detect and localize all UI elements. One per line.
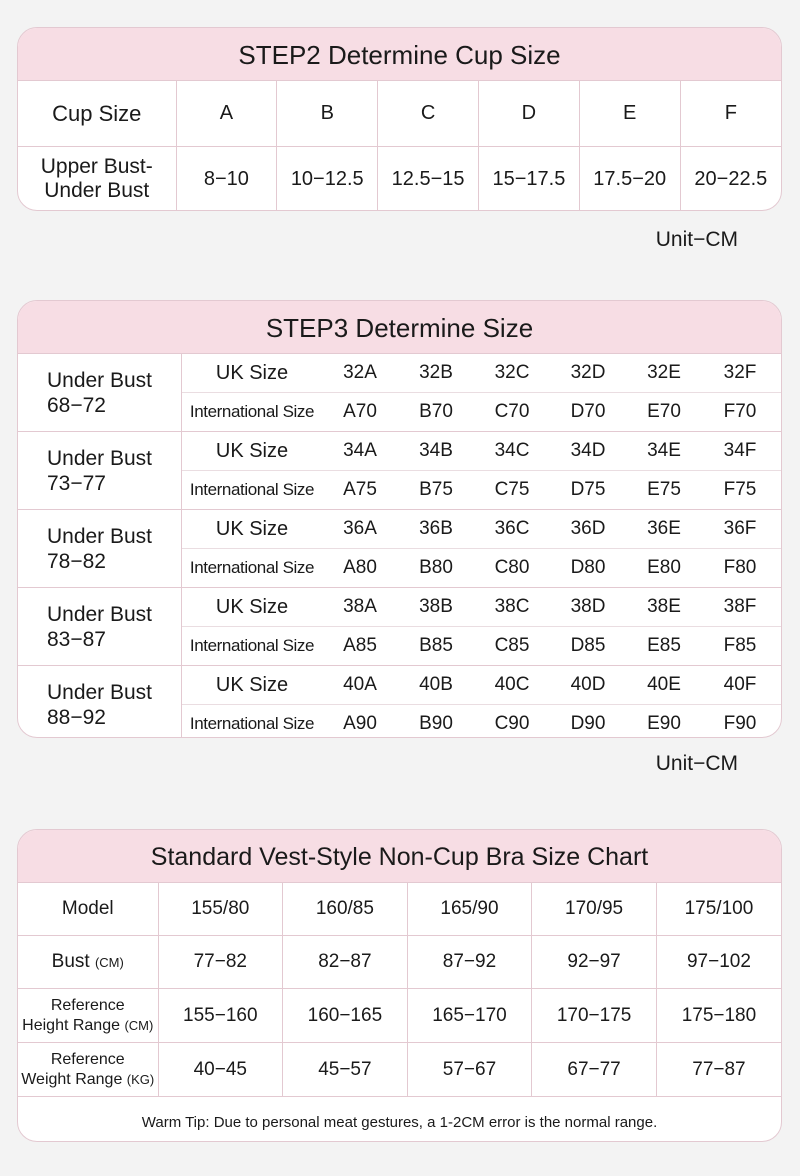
- bust-difference-label: Upper Bust- Under Bust: [18, 147, 176, 212]
- vest-row-unit: (KG): [126, 1071, 155, 1087]
- vest-row: [18, 1043, 781, 1097]
- international-size-value: D85: [570, 635, 606, 656]
- under-bust-group: [18, 510, 781, 588]
- size-rows: [182, 354, 781, 431]
- warm-tip: Warm Tip: Due to personal meat gestures, a 1-2CM error is the normal range.: [141, 1113, 658, 1131]
- size-card: [17, 300, 782, 738]
- cup-size-table: [18, 81, 781, 211]
- range-cell: 8−10: [176, 147, 277, 212]
- vest-value: 165−170: [407, 989, 532, 1043]
- international-size-value: C85: [494, 635, 530, 656]
- uk-size-row: [182, 432, 781, 471]
- uk-size-value: 32B: [419, 362, 453, 383]
- cup-letter: D: [478, 81, 579, 147]
- international-size-row: [182, 627, 781, 665]
- uk-size-label: UK Size: [215, 439, 289, 462]
- size-groups: [18, 354, 781, 738]
- under-bust-label: Under Bust 83−87: [18, 588, 182, 665]
- vest-row-label: [18, 936, 158, 989]
- uk-size-value: 32C: [494, 362, 530, 383]
- international-size-value: B80: [419, 557, 453, 578]
- under-bust-label: Under Bust 68−72: [18, 354, 182, 431]
- uk-size-value: 40F: [723, 674, 757, 695]
- vest-value: 40−45: [158, 1043, 283, 1097]
- international-size-value: C90: [494, 713, 530, 734]
- international-size-value: B85: [419, 635, 453, 656]
- international-size-value: F70: [723, 401, 757, 422]
- international-size-value: E85: [647, 635, 681, 656]
- vest-chart-table: [18, 883, 781, 1142]
- uk-size-value: 38F: [723, 596, 757, 617]
- uk-size-value: 36B: [419, 518, 453, 539]
- international-size-row: [182, 705, 781, 738]
- international-size-label: International Size: [189, 714, 315, 733]
- size-rows: [182, 588, 781, 665]
- uk-size-value: 34C: [494, 440, 530, 461]
- international-size-value: B90: [419, 713, 453, 734]
- international-size-value: A70: [343, 401, 377, 422]
- cup-size-card: [17, 27, 782, 211]
- uk-size-value: 34E: [647, 440, 681, 461]
- cup-letter: C: [378, 81, 479, 147]
- international-size-value: B70: [419, 401, 453, 422]
- under-bust-group: [18, 588, 781, 666]
- vest-row: [18, 883, 781, 936]
- uk-size-value: 34A: [343, 440, 377, 461]
- international-size-value: D90: [570, 713, 606, 734]
- vest-chart-card: [17, 829, 782, 1142]
- uk-size-value: 36A: [343, 518, 377, 539]
- vest-row-label: [18, 1043, 158, 1097]
- uk-size-value: 36E: [647, 518, 681, 539]
- cup-row: [18, 81, 781, 147]
- vest-value: 165/90: [407, 883, 532, 936]
- vest-value: 45−57: [283, 1043, 408, 1097]
- international-size-value: F80: [723, 557, 757, 578]
- cup-letter: E: [579, 81, 680, 147]
- international-size-value: D70: [570, 401, 606, 422]
- uk-size-row: [182, 588, 781, 627]
- international-size-value: E75: [647, 479, 681, 500]
- international-size-value: A85: [343, 635, 377, 656]
- under-bust-label: Under Bust 73−77: [18, 432, 182, 509]
- vest-value: 160−165: [283, 989, 408, 1043]
- international-size-value: A80: [343, 557, 377, 578]
- international-size-value: C75: [494, 479, 530, 500]
- uk-size-value: 32E: [647, 362, 681, 383]
- vest-row-unit: (CM): [124, 1017, 154, 1033]
- international-size-row: [182, 393, 781, 431]
- vest-value: 155−160: [158, 989, 283, 1043]
- vest-value: 170−175: [532, 989, 657, 1043]
- under-bust-group: [18, 354, 781, 432]
- international-size-value: D75: [570, 479, 606, 500]
- vest-row-label-text: Reference Height Range: [22, 996, 125, 1034]
- uk-size-value: 40C: [494, 674, 530, 695]
- unit-label: Unit−CM: [655, 228, 738, 251]
- vest-value: 175−180: [656, 989, 781, 1043]
- range-cell: 20−22.5: [694, 167, 768, 190]
- vest-value: 170/95: [532, 883, 657, 936]
- vest-chart-title: Standard Vest-Style Non-Cup Bra Size Chart: [18, 830, 781, 883]
- cup-size-title: STEP2 Determine Cup Size: [18, 28, 781, 81]
- vest-value: 57−67: [407, 1043, 532, 1097]
- cup-letter: A: [176, 81, 277, 147]
- vest-row-label: [18, 883, 158, 936]
- uk-size-value: 34F: [723, 440, 757, 461]
- uk-size-value: 38B: [419, 596, 453, 617]
- unit-label: Unit−CM: [655, 752, 738, 775]
- under-bust-label: Under Bust 88−92: [18, 666, 182, 738]
- uk-size-value: 38E: [647, 596, 681, 617]
- under-bust-label: Under Bust 78−82: [18, 510, 182, 587]
- vest-value: 97−102: [656, 936, 781, 989]
- international-size-label: International Size: [189, 480, 315, 499]
- size-rows: [182, 432, 781, 509]
- range-cell: 12.5−15: [378, 147, 479, 212]
- vest-value: 87−92: [407, 936, 532, 989]
- vest-value: 175/100: [656, 883, 781, 936]
- uk-size-label: UK Size: [215, 361, 289, 384]
- uk-size-value: 40A: [343, 674, 377, 695]
- international-size-value: C70: [494, 401, 530, 422]
- vest-value: 67−77: [532, 1043, 657, 1097]
- under-bust-group: [18, 666, 781, 738]
- size-rows: [182, 510, 781, 587]
- size-rows: [182, 666, 781, 738]
- vest-row-label-text: Reference Weight Range: [21, 1050, 125, 1088]
- uk-size-row: [182, 666, 781, 705]
- vest-row-label: [18, 989, 158, 1043]
- uk-size-label: UK Size: [215, 517, 289, 540]
- international-size-value: A75: [343, 479, 377, 500]
- uk-size-value: 40D: [570, 674, 606, 695]
- vest-value: 82−87: [283, 936, 408, 989]
- uk-size-value: 32A: [343, 362, 377, 383]
- international-size-value: A90: [343, 713, 377, 734]
- vest-row-label-text: Model: [61, 898, 114, 919]
- international-size-value: F85: [723, 635, 757, 656]
- uk-size-value: 34B: [419, 440, 453, 461]
- uk-size-value: 40B: [419, 674, 453, 695]
- vest-value: 77−82: [158, 936, 283, 989]
- vest-value: 92−97: [532, 936, 657, 989]
- vest-row-label-text: Bust: [51, 950, 90, 972]
- uk-size-value: 36F: [723, 518, 757, 539]
- international-size-value: B75: [419, 479, 453, 500]
- range-row: [18, 147, 781, 212]
- under-bust-group: [18, 432, 781, 510]
- vest-value: 160/85: [283, 883, 408, 936]
- uk-size-value: 36D: [570, 518, 606, 539]
- uk-size-row: [182, 510, 781, 549]
- international-size-label: International Size: [189, 636, 315, 655]
- uk-size-value: 40E: [647, 674, 681, 695]
- international-size-label: International Size: [189, 558, 315, 577]
- international-size-row: [182, 471, 781, 509]
- uk-size-value: 38D: [570, 596, 606, 617]
- uk-size-value: 38A: [343, 596, 377, 617]
- vest-value: 77−87: [656, 1043, 781, 1097]
- uk-size-value: 32D: [570, 362, 606, 383]
- range-cell: 15−17.5: [478, 147, 579, 212]
- uk-size-label: UK Size: [215, 673, 289, 696]
- uk-size-value: 34D: [570, 440, 606, 461]
- cup-size-label: Cup Size: [18, 81, 176, 147]
- range-cell: 10−12.5: [277, 147, 378, 212]
- size-title: STEP3 Determine Size: [18, 301, 781, 354]
- international-size-value: E80: [647, 557, 681, 578]
- international-size-row: [182, 549, 781, 587]
- vest-row: [18, 989, 781, 1043]
- international-size-value: E70: [647, 401, 681, 422]
- international-size-value: F75: [723, 479, 757, 500]
- uk-size-value: 38C: [494, 596, 530, 617]
- uk-size-row: [182, 354, 781, 393]
- range-cell: 17.5−20: [579, 147, 680, 212]
- international-size-value: F90: [723, 713, 757, 734]
- international-size-label: International Size: [189, 402, 315, 421]
- vest-row-unit: (CM): [94, 954, 124, 970]
- international-size-value: D80: [570, 557, 606, 578]
- cup-letter: B: [277, 81, 378, 147]
- uk-size-value: 32F: [723, 362, 757, 383]
- uk-size-value: 36C: [494, 518, 530, 539]
- vest-value: 155/80: [158, 883, 283, 936]
- uk-size-label: UK Size: [215, 595, 289, 618]
- international-size-value: C80: [494, 557, 530, 578]
- vest-row: [18, 936, 781, 989]
- cup-letter: F: [680, 81, 781, 147]
- international-size-value: E90: [647, 713, 681, 734]
